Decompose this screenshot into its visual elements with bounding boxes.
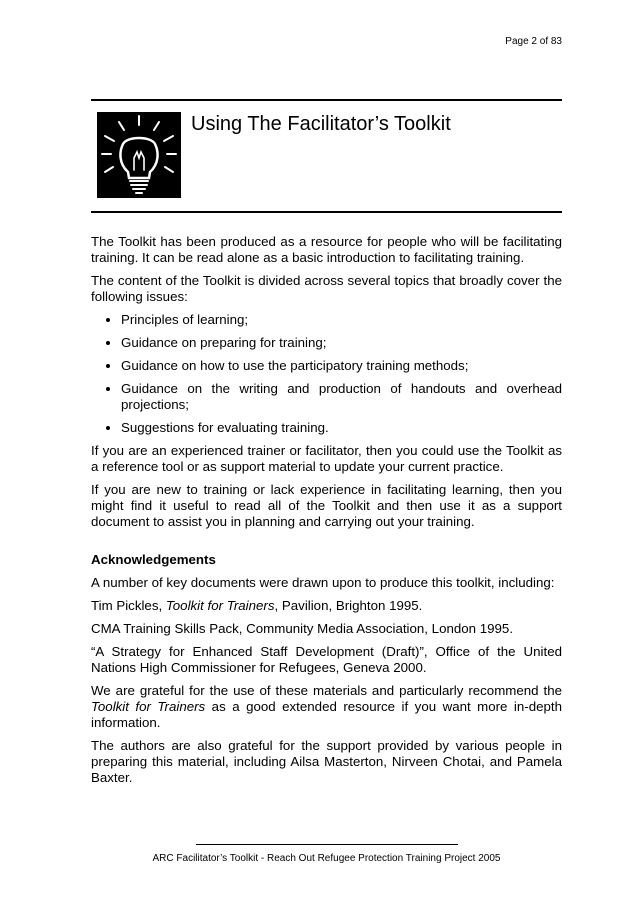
grateful-text-after: as a good extended resource if you want more in-depth information. — [91, 699, 562, 730]
title-top-rule — [91, 99, 562, 101]
section-title: Using The Facilitator’s Toolkit — [191, 113, 451, 135]
grateful-text-before: We are grateful for the use of these materials and particularly recommend the — [91, 683, 562, 698]
page-number: Page 2 of 83 — [505, 36, 562, 47]
list-item: • Guidance on the writing and production of handouts and overhead projections; — [121, 381, 562, 413]
list-item: • Guidance on preparing for training; — [121, 335, 562, 351]
acknowledgements-heading: Acknowledgements — [91, 552, 216, 567]
list-item: • Guidance on how to use the participatory training methods; — [121, 358, 562, 374]
reference-2: CMA Training Skills Pack, Community Media Association, London 1995. — [91, 621, 514, 636]
reference-title: Toolkit for Trainers — [165, 598, 275, 613]
intro-paragraph-1: The Toolkit has been produced as a resource for people who will be facilitating training. It can be read alone as a basic introduction to facilitating training. — [91, 234, 562, 265]
lightbulb-icon — [97, 112, 181, 198]
intro-paragraph-3: If you are an experienced trainer or facilitator, then you could use the Toolkit as a reference tool or as support material to update your current practice. — [91, 443, 562, 474]
issues-list — [91, 312, 562, 436]
reference-3: “A Strategy for Enhanced Staff Development (Draft)”, Office of the United Nations High Commissioner for Refugees, Geneva 2000. — [91, 644, 562, 675]
footer-rule — [196, 844, 458, 845]
list-item: • Suggestions for evaluating training. — [121, 420, 562, 436]
list-item: • Principles of learning; — [121, 312, 562, 328]
page-footer: ARC Facilitator’s Toolkit - Reach Out Refugee Protection Training Project 2005 — [152, 853, 501, 864]
reference-1 — [91, 598, 562, 614]
reference-details: , Pavilion, Brighton 1995. — [274, 598, 423, 613]
thanks-paragraph: The authors are also grateful for the support provided by various people in preparing this material, including Ailsa Masterton, Nirveen Chotai, and Pamela Baxter. — [91, 738, 562, 785]
intro-paragraph-4: If you are new to training or lack experience in facilitating learning, then you might find it useful to read all of the Toolkit and then use it as a support document to assist you in planning and carrying out your training. — [91, 482, 562, 529]
reference-author: Tim Pickles, — [91, 598, 166, 613]
acknowledgements-lead: A number of key documents were drawn upon to produce this toolkit, including: — [91, 575, 555, 590]
document-body — [91, 234, 562, 793]
title-bottom-rule — [91, 211, 562, 213]
intro-paragraph-2: The content of the Toolkit is divided across several topics that broadly cover the following issues: — [91, 273, 562, 304]
grateful-title: Toolkit for Trainers — [91, 699, 206, 714]
grateful-paragraph — [91, 683, 562, 731]
